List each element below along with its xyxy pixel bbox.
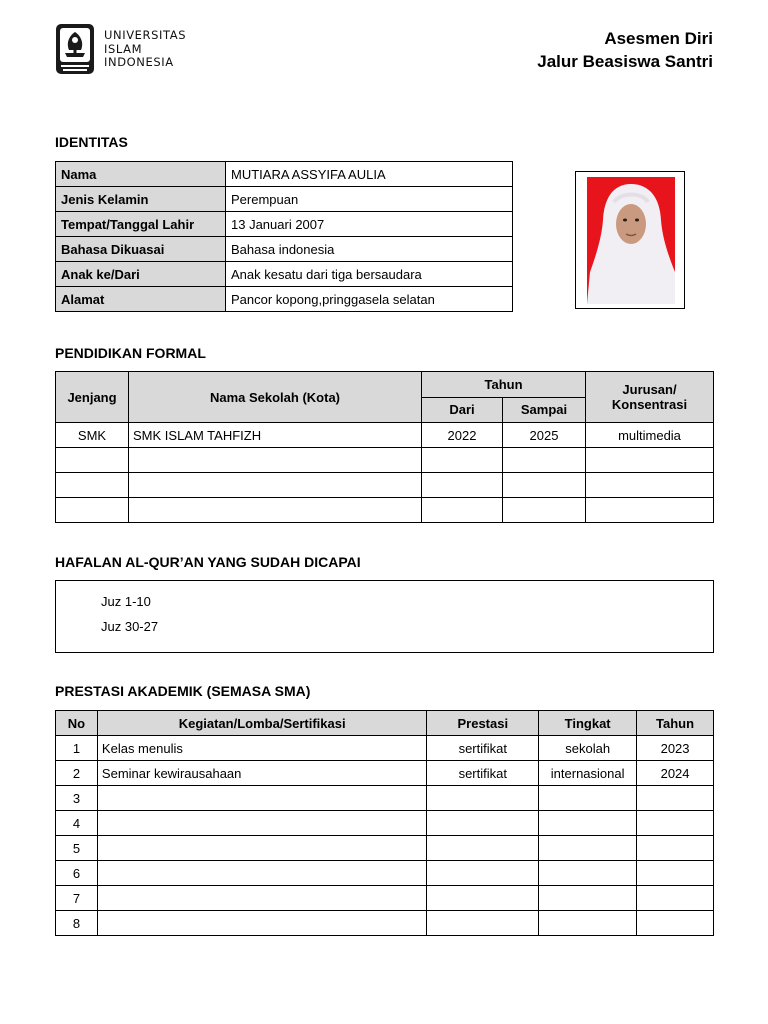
identity-label: Anak ke/Dari: [56, 262, 226, 287]
quran-box: [55, 580, 714, 653]
education-jenjang: [56, 473, 129, 498]
university-line-1: UNIVERSITAS: [104, 28, 187, 42]
achievement-tahun: [637, 786, 714, 811]
quran-line-1: Juz 1-10: [101, 594, 151, 609]
identity-value: Perempuan: [226, 187, 513, 212]
col-no: No: [56, 711, 98, 736]
col-dari: Dari: [422, 397, 503, 423]
col-jurusan: Jurusan/ Konsentrasi: [586, 372, 714, 423]
education-jurusan: [586, 448, 714, 473]
identity-row: [56, 237, 513, 262]
achievement-no: 4: [56, 811, 98, 836]
identity-value: Pancor kopong,pringgasela selatan: [226, 287, 513, 312]
education-row: [56, 498, 714, 523]
achievement-prestasi: [427, 811, 539, 836]
achievement-no: 3: [56, 786, 98, 811]
col-prestasi: Prestasi: [427, 711, 539, 736]
education-dari: [422, 498, 503, 523]
achievement-row: [56, 836, 714, 861]
education-heading: PENDIDIKAN FORMAL: [55, 345, 206, 361]
col-tingkat: Tingkat: [539, 711, 637, 736]
achievement-row: [56, 786, 714, 811]
achievement-tahun: 2024: [637, 761, 714, 786]
identity-label: Nama: [56, 162, 226, 187]
achievement-tingkat: [539, 836, 637, 861]
achievement-tingkat: [539, 886, 637, 911]
achievement-row: [56, 861, 714, 886]
achievement-row: [56, 811, 714, 836]
achievement-tahun: [637, 836, 714, 861]
achievement-no: 2: [56, 761, 98, 786]
col-tahun-achievement: Tahun: [637, 711, 714, 736]
university-line-2: ISLAM: [104, 41, 143, 56]
identity-row: [56, 212, 513, 237]
identity-value: MUTIARA ASSYIFA AULIA: [226, 162, 513, 187]
university-line-3: INDONESIA: [104, 55, 174, 69]
identity-row: [56, 162, 513, 187]
document-title: [537, 27, 713, 73]
achievement-tahun: [637, 886, 714, 911]
achievement-tingkat: [539, 786, 637, 811]
achievement-tingkat: [539, 861, 637, 886]
identity-label: Tempat/Tanggal Lahir: [56, 212, 226, 237]
quran-line-2: Juz 30-27: [101, 619, 159, 634]
achievement-tahun: 2023: [637, 736, 714, 761]
achievement-activity: [97, 836, 426, 861]
education-school: [129, 448, 422, 473]
title-line-1: Asesmen Diri: [604, 29, 713, 48]
education-dari: [422, 448, 503, 473]
education-jurusan: multimedia: [586, 423, 714, 448]
education-sampai: 2025: [503, 423, 586, 448]
achievement-tingkat: internasional: [539, 761, 637, 786]
achievements-heading: PRESTASI AKADEMIK (SEMASA SMA): [55, 683, 311, 699]
identity-table: [55, 161, 513, 312]
education-jenjang: SMK: [56, 423, 129, 448]
achievement-activity: [97, 786, 426, 811]
achievement-activity: [97, 811, 426, 836]
achievement-activity: Seminar kewirausahaan: [97, 761, 426, 786]
achievement-tahun: [637, 911, 714, 936]
achievement-tingkat: [539, 811, 637, 836]
achievement-prestasi: [427, 861, 539, 886]
col-jenjang: Jenjang: [56, 372, 129, 423]
achievement-no: 1: [56, 736, 98, 761]
achievement-prestasi: [427, 911, 539, 936]
education-dari: [422, 473, 503, 498]
identity-label: Alamat: [56, 287, 226, 312]
achievement-tahun: [637, 811, 714, 836]
achievement-activity: [97, 861, 426, 886]
identity-label: Jenis Kelamin: [56, 187, 226, 212]
education-row: [56, 423, 714, 448]
achievement-prestasi: [427, 836, 539, 861]
identity-row: [56, 187, 513, 212]
education-row: [56, 473, 714, 498]
identity-value: Anak kesatu dari tiga bersaudara: [226, 262, 513, 287]
education-dari: 2022: [422, 423, 503, 448]
university-logo: [55, 23, 95, 75]
education-sampai: [503, 498, 586, 523]
education-school: SMK ISLAM TAHFIZH: [129, 423, 422, 448]
title-line-2: Jalur Beasiswa Santri: [537, 52, 713, 71]
achievement-row: [56, 761, 714, 786]
education-row: [56, 448, 714, 473]
achievement-no: 8: [56, 911, 98, 936]
achievement-row: [56, 886, 714, 911]
university-name: [104, 29, 186, 70]
student-photo: [575, 171, 685, 309]
col-school: Nama Sekolah (Kota): [129, 372, 422, 423]
achievement-activity: Kelas menulis: [97, 736, 426, 761]
education-school: [129, 498, 422, 523]
achievement-tahun: [637, 861, 714, 886]
identity-row: [56, 262, 513, 287]
education-jurusan: [586, 473, 714, 498]
achievement-no: 6: [56, 861, 98, 886]
education-jenjang: [56, 448, 129, 473]
achievement-prestasi: sertifikat: [427, 761, 539, 786]
education-jenjang: [56, 498, 129, 523]
achievements-table: [55, 710, 714, 936]
col-activity: Kegiatan/Lomba/Sertifikasi: [97, 711, 426, 736]
achievement-activity: [97, 911, 426, 936]
achievement-row: [56, 736, 714, 761]
quran-heading: HAFALAN AL-QUR’AN YANG SUDAH DICAPAI: [55, 554, 361, 570]
education-table: [55, 371, 714, 523]
col-sampai: Sampai: [503, 397, 586, 423]
identity-value: Bahasa indonesia: [226, 237, 513, 262]
achievement-prestasi: [427, 886, 539, 911]
achievement-tingkat: [539, 911, 637, 936]
achievement-no: 5: [56, 836, 98, 861]
achievement-prestasi: sertifikat: [427, 736, 539, 761]
col-tahun: Tahun: [422, 372, 586, 398]
achievement-activity: [97, 886, 426, 911]
identity-value: 13 Januari 2007: [226, 212, 513, 237]
identity-label: Bahasa Dikuasai: [56, 237, 226, 262]
identity-row: [56, 287, 513, 312]
achievement-no: 7: [56, 886, 98, 911]
identity-heading: IDENTITAS: [55, 134, 128, 150]
education-sampai: [503, 448, 586, 473]
achievement-tingkat: sekolah: [539, 736, 637, 761]
education-school: [129, 473, 422, 498]
achievement-prestasi: [427, 786, 539, 811]
achievement-row: [56, 911, 714, 936]
education-sampai: [503, 473, 586, 498]
education-jurusan: [586, 498, 714, 523]
